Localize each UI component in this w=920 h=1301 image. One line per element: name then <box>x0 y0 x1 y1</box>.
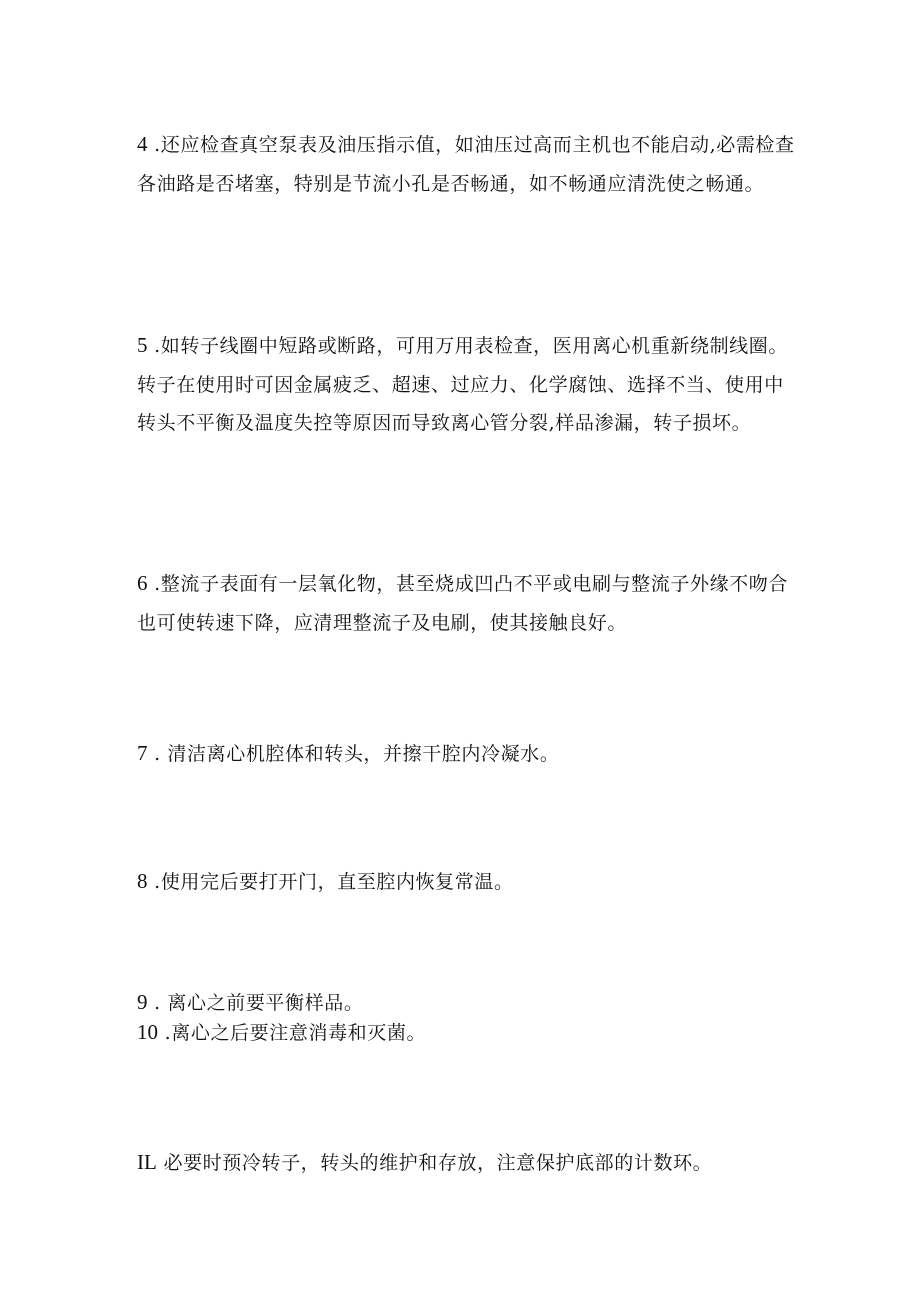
item-number: 8 <box>137 869 148 893</box>
paragraph-item-5 <box>137 326 797 443</box>
item-text: .离心之后要注意消毒和灭菌。 <box>158 1022 427 1044</box>
item-text: .使用完后要打开门，直至腔内恢复常温。 <box>147 871 514 893</box>
item-number: IL <box>137 1150 157 1174</box>
paragraph-item-7 <box>137 734 797 774</box>
item-text: .整流子表面有一层氧化物，甚至烧成凹凸不平或电刷与整流子外缘不吻合也可使转速下降，应清理整流子及电刷，使其接触良好。 <box>137 573 788 634</box>
item-number: 4 <box>137 132 148 156</box>
paragraph-item-4 <box>137 125 797 203</box>
paragraph-item-11 <box>137 1143 797 1183</box>
item-text: . 清洁离心机腔体和转头，并擦干腔内冷凝水。 <box>147 743 560 765</box>
item-text: .还应检查真空泵表及油压指示值，如油压过高而主机也不能启动,必需检查各油路是否堵塞，特别是节流小孔是否畅通，如不畅通应清洗使之畅通。 <box>137 134 795 195</box>
item-text: . 离心之前要平衡样品。 <box>147 992 364 1014</box>
paragraph-item-8 <box>137 862 797 902</box>
item-number: 7 <box>137 741 148 765</box>
item-number: 5 <box>137 333 148 357</box>
item-text: 必要时预冷转子，转头的维护和存放，注意保护底部的计数环。 <box>163 1152 713 1174</box>
item-number: 6 <box>137 571 148 595</box>
paragraph-item-10 <box>137 1017 797 1048</box>
item-number: 10 <box>137 1020 158 1044</box>
item-number: 9 <box>137 990 148 1014</box>
item-text: .如转子线圈中短路或断路，可用万用表检查，医用离心机重新绕制线圈。转子在使用时可因金属疲乏、超速、过应力、化学腐蚀、选择不当、使用中转头不平衡及温度失控等原因而导致离心管分裂,样品渗漏，转子损坏。 <box>137 335 788 434</box>
paragraph-item-9 <box>137 987 797 1018</box>
paragraph-item-6 <box>137 564 797 642</box>
